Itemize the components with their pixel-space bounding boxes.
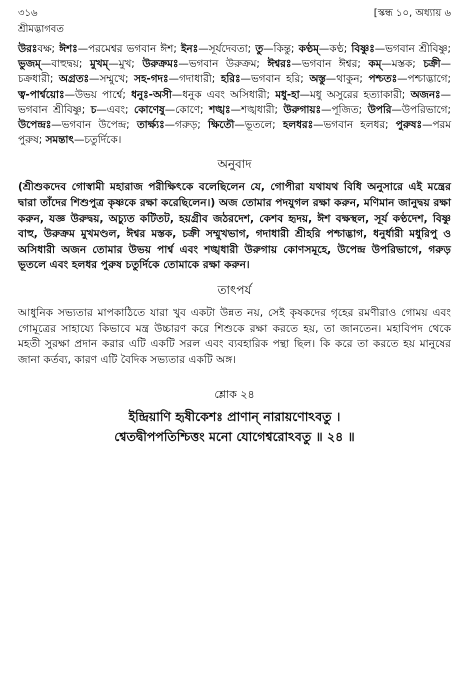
- synonym-meaning: —ভগবান শ্রীবিষ্ণু;: [18, 88, 451, 116]
- synonym-term: উপেন্দ্রঃ: [18, 119, 52, 132]
- synonym-term: উপরি: [367, 103, 392, 116]
- book-title-wrap: [18, 22, 451, 38]
- translation-text: (শ্রীশুকদেব গোস্বামী মহারাজ পরীক্ষিৎকে বলেছিলেন যে, গোপীরা যথাযথ বিধি অনুসারে এই মন্ত্রের দ্বারা তাঁদের শিশুপুত্র কৃষ্ণকে রক্ষা করেছিলেন।) অজ তোমার পদযুগল রক্ষা করুন, মণিমান জানুদ্বয় রক্ষা করুন, যজ্ঞ উরুদ্বয়, অচ্যুত কটিতট, হয়গ্রীব জঠরদেশ, কেশব হৃদয়, ঈশ বক্ষস্থল, সূর্য কণ্ঠদেশ, বিষ্ণু বাহু, উরুক্রম মুখমণ্ডল, ঈশ্বর মস্তক, চক্রী সম্মুখভাগ, গদাধারী শ্রীহরি পশ্চাদ্ভাগ, ধনুর্ধারী মধুরিপু ও অসিধারী অজন তোমার উভয় পার্শ্ব এবং শঙ্খধারী উরুগায় কোণসমূহে, উপেন্দ্র উপরিভাগে, গরুড় ভূতলে এবং হলধর পুরুষ চতুর্দিকে তোমাকে রক্ষা করুন।: [18, 181, 451, 272]
- section-reference: [স্কন্ধ ১০, অধ্যায় ৬: [373, 8, 451, 19]
- synonym-meaning: —গরুড়;: [164, 119, 208, 132]
- synonym-term: তু: [255, 43, 264, 55]
- translation-heading: অনুবাদ: [217, 157, 252, 172]
- synonym-term: উরুক্রমঃ: [142, 58, 179, 71]
- verse-label: শ্লোক ২৪: [214, 388, 255, 402]
- synonym-meaning: —উপরিভাগে;: [391, 103, 451, 116]
- synonym-term: অস্তু: [309, 73, 326, 86]
- synonym-meaning: —সূর্যদেবতা;: [198, 43, 256, 55]
- synonym-meaning: —ভগবান উরুক্রম;: [178, 58, 268, 71]
- synonym-term: মধু-হা: [275, 88, 300, 101]
- synonym-meaning: —থাকুন;: [325, 73, 369, 86]
- synonym-term: হলধরঃ: [282, 119, 314, 132]
- synonym-term: সহ-গদঃ: [134, 73, 169, 86]
- synonym-term: মুখম্: [89, 58, 109, 71]
- synonym-meaning: বক্ষ;: [37, 43, 60, 55]
- synonym-term: চক্রী: [423, 58, 441, 71]
- verse-line: ইন্দ্রিয়াণি হৃষীকেশঃ প্রাণান্ নারায়ণোঽবতু ।: [128, 409, 341, 425]
- synonym-term: উরুগায়ঃ: [283, 103, 322, 116]
- synonym-term: ক্ষিতৌ: [207, 119, 235, 132]
- synonym-term: শঙ্খঃ: [209, 103, 231, 116]
- synonym-meaning: —এবং;: [96, 103, 135, 116]
- synonym-meaning: —মস্তক;: [381, 58, 424, 71]
- synonym-meaning: —ভগবান হরি;: [240, 73, 310, 86]
- purport-heading: তাৎপর্য: [217, 282, 252, 297]
- synonym-meaning: —মধু অসুরের হত্যাকারী;: [299, 88, 411, 101]
- synonym-term: পশ্চতঃ: [368, 73, 398, 86]
- synonym-term: কম্: [368, 58, 382, 71]
- synonym-meaning: —চক্রধারী;: [18, 58, 451, 86]
- synonym-term: ভুজম্: [18, 58, 41, 71]
- synonym-meaning: —ধনুক এবং অসিধারী;: [171, 88, 276, 101]
- synonym-term: চ: [90, 103, 97, 116]
- word-synonyms: [18, 42, 451, 148]
- synonym-term: ঈশঃ: [59, 43, 78, 55]
- synonym-meaning: —উভয় পার্শ্বে;: [64, 88, 132, 101]
- synonym-term: হরিঃ: [220, 73, 241, 86]
- synonym-meaning: —বাহুদ্বয়;: [40, 58, 90, 71]
- synonym-meaning: —ভগবান উপেন্দ্র;: [51, 119, 137, 132]
- purport-text: আধুনিক সভ্যতার মাপকাঠিতে যারা খুব একটা উন্নত নয়, সেই কৃষকদের গৃহের রমণীরাও গোময় এবং গোমূত্রের সাহায্যে কিভাবে মন্ত্র উচ্চারণ করে শিশুকে রক্ষা করতে হয়, তা জানতেন। মহাবিপদ থেকে মহতী সুরক্ষা প্রদান করার এটি একটি সরল এবং ব্যবহারিক পন্থা ছিল। কি করে তা করতে হয় মানুষের জানা কর্তব্য, কারণ এটি বৈদিক সভ্যতার একটি অঙ্গ।: [18, 306, 451, 366]
- synonym-meaning: —ভগবান শ্রীবিষ্ণু;: [374, 43, 451, 55]
- synonym-meaning: —সম্মুখে;: [89, 73, 135, 86]
- synonym-meaning: —ভূতলে;: [234, 119, 283, 132]
- synonym-meaning: —কণ্ঠ;: [318, 43, 352, 55]
- synonym-term: তার্ক্ষ্যঃ: [136, 119, 165, 132]
- page-number: ৩১৬: [18, 8, 38, 19]
- synonym-term: বিষ্ণুঃ: [351, 43, 375, 55]
- synonym-meaning: —ভগবান হলধর;: [313, 119, 396, 132]
- synonym-term: ইনঃ: [181, 43, 199, 55]
- synonym-term: ত্ব-পার্শ্বয়োঃ: [18, 88, 65, 101]
- synonym-term: উরঃ: [18, 43, 38, 55]
- synonym-meaning: —পূজিত;: [321, 103, 368, 116]
- synonym-meaning: —মুখ;: [108, 58, 143, 71]
- synonym-meaning: —শঙ্খধারী;: [230, 103, 284, 116]
- synonym-meaning: —কিন্তু;: [263, 43, 299, 55]
- synonym-meaning: —চতুর্দিকে।: [73, 134, 122, 147]
- synonym-term: অজনঃ: [410, 88, 441, 101]
- synonym-term: পুরুষঃ: [395, 119, 423, 132]
- book-title: শ্রীমদ্ভাগবত: [18, 24, 64, 35]
- synonym-term: কণ্ঠম্: [298, 43, 319, 55]
- synonym-term: ঈশ্বরঃ: [267, 58, 292, 71]
- synonym-meaning: —পরমেশ্বর ভগবান ঈশ;: [77, 43, 182, 55]
- synonym-term: কোণেষু: [134, 103, 165, 116]
- synonym-term: সমন্তাৎ: [45, 134, 74, 147]
- page-header: [18, 6, 451, 22]
- synonym-meaning: —পশ্চাদ্ভাগে;: [397, 73, 451, 86]
- synonym-term: অগ্রতঃ: [58, 73, 90, 86]
- synonym-meaning: —গদাধারী;: [168, 73, 221, 86]
- synonym-term: ধনুঃ-অসী: [131, 88, 172, 101]
- synonym-meaning: —কোণে;: [164, 103, 210, 116]
- synonym-meaning: —ভগবান ঈশ্বর;: [291, 58, 369, 71]
- verse-line: শ্বেতদ্বীপপতিশ্চিত্তং মনো যোগেশ্বরোঽবতু ॥ ২৪ ॥: [114, 429, 355, 445]
- verse-text: [18, 407, 451, 447]
- synonym-meaning: —পরম পুরুষ;: [18, 119, 451, 147]
